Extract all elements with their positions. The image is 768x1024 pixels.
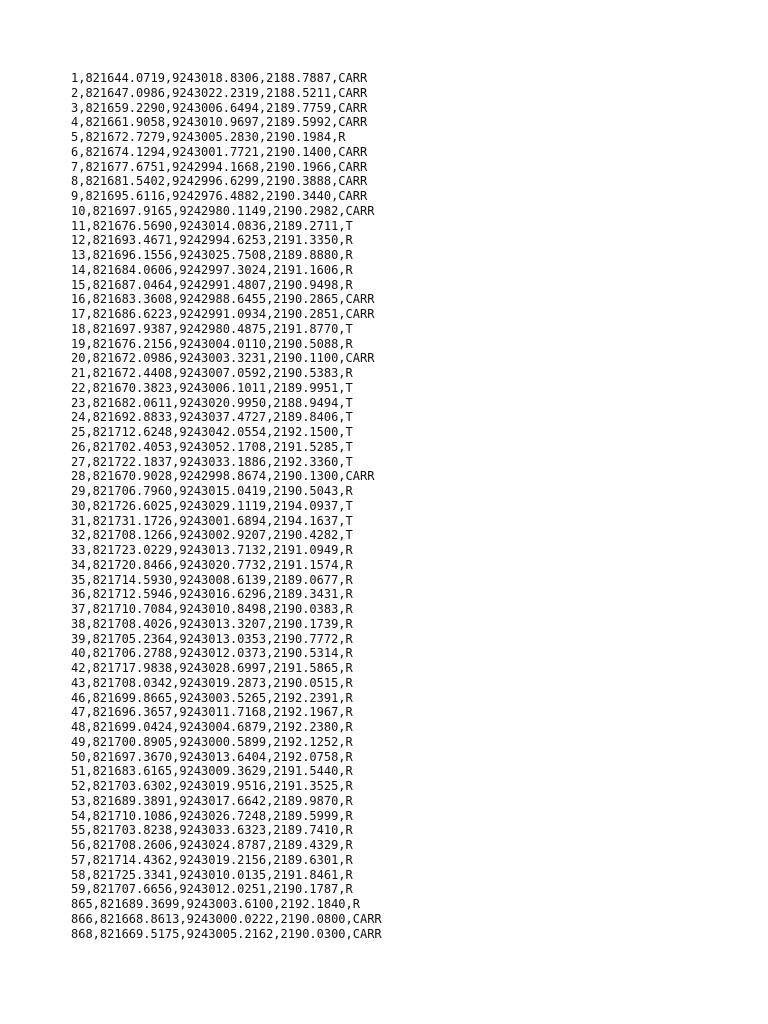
data-line: 54,821710.1086,9243026.7248,2189.5999,R: [71, 808, 353, 823]
data-line: 27,821722.1837,9243033.1886,2192.3360,T: [71, 454, 353, 469]
data-line: 38,821708.4026,9243013.3207,2190.1739,R: [71, 616, 353, 631]
data-line: 6,821674.1294,9243001.7721,2190.1400,CARR: [71, 144, 368, 159]
data-line: 42,821717.9838,9243028.6997,2191.5865,R: [71, 661, 353, 675]
data-line: 49,821700.8905,9243000.5899,2192.1252,R: [71, 734, 353, 749]
data-line: 47,821696.3657,9243011.7168,2192.1967,R: [71, 705, 353, 720]
data-line: 51,821683.6165,9243009.3629,2191.5440,R: [71, 764, 353, 779]
data-line: 29,821706.7960,9243015.0419,2190.5043,R: [71, 484, 353, 498]
data-line: 48,821699.0424,9243004.6879,2192.2380,R: [71, 720, 353, 734]
data-line: 52,821703.6302,9243019.9516,2191.3525,R: [71, 779, 353, 793]
data-line: 24,821692.8833,9243037.4727,2189.8406,T: [71, 410, 353, 425]
data-line: 865,821689.3699,9243003.6100,2192.1840,R: [71, 897, 360, 911]
data-line: 8,821681.5402,9242996.6299,2190.3888,CARR: [71, 174, 368, 189]
data-line: 57,821714.4362,9243019.2156,2189.6301,R: [71, 852, 353, 867]
data-line: 56,821708.2606,9243024.8787,2189.4329,R: [71, 838, 353, 852]
data-line: 2,821647.0986,9243022.2319,2188.5211,CARR: [71, 85, 368, 100]
data-line: 33,821723.0229,9243013.7132,2191.0949,R: [71, 543, 353, 557]
data-line: 866,821668.8613,9243000.0222,2190.0800,CARR: [71, 911, 382, 926]
data-line: 11,821676.5690,9243014.0836,2189.2711,T: [71, 218, 353, 233]
data-line: 7,821677.6751,9242994.1668,2190.1966,CARR: [71, 159, 368, 174]
data-line: 32,821708.1266,9243002.9207,2190.4282,T: [71, 528, 353, 543]
data-line: 59,821707.6656,9243012.0251,2190.1787,R: [71, 882, 353, 897]
data-line: 16,821683.3608,9242988.6455,2190.2865,CARR: [71, 292, 375, 307]
data-line: 28,821670.9028,9242998.8674,2190.1300,CARR: [71, 469, 375, 484]
data-line: 17,821686.6223,9242991.0934,2190.2851,CARR: [71, 307, 375, 321]
coordinate-listing: [71, 71, 382, 941]
data-line: 20,821672.0986,9243003.3231,2190.1100,CARR: [71, 351, 375, 366]
data-line: 868,821669.5175,9243005.2162,2190.0300,CARR: [71, 926, 382, 941]
data-line: 31,821731.1726,9243001.6894,2194.1637,T: [71, 513, 353, 528]
data-line: 55,821703.8238,9243033.6323,2189.7410,R: [71, 823, 353, 838]
data-line: 1,821644.0719,9243018.8306,2188.7887,CARR: [71, 71, 368, 85]
data-line: 23,821682.0611,9243020.9950,2188.9494,T: [71, 395, 353, 410]
data-line: 39,821705.2364,9243013.0353,2190.7772,R: [71, 631, 353, 646]
data-line: 46,821699.8665,9243003.5265,2192.2391,R: [71, 690, 353, 705]
data-line: 36,821712.5946,9243016.6296,2189.3431,R: [71, 587, 353, 602]
data-line: 15,821687.0464,9242991.4807,2190.9498,R: [71, 277, 353, 292]
data-line: 58,821725.3341,9243010.0135,2191.8461,R: [71, 867, 353, 882]
data-line: 5,821672.7279,9243005.2830,2190.1984,R: [71, 130, 346, 144]
data-line: 50,821697.3670,9243013.6404,2192.0758,R: [71, 749, 353, 764]
data-line: 22,821670.3823,9243006.1011,2189.9951,T: [71, 380, 353, 395]
data-line: 53,821689.3891,9243017.6642,2189.9870,R: [71, 793, 353, 808]
data-line: 3,821659.2290,9243006.6494,2189.7759,CARR: [71, 100, 368, 115]
data-line: 26,821702.4053,9243052.1708,2191.5285,T: [71, 439, 353, 454]
data-line: 40,821706.2788,9243012.0373,2190.5314,R: [71, 646, 353, 661]
data-line: 4,821661.9058,9243010.9697,2189.5992,CARR: [71, 115, 368, 130]
data-line: 35,821714.5930,9243008.6139,2189.0677,R: [71, 572, 353, 587]
data-line: 13,821696.1556,9243025.7508,2189.8880,R: [71, 248, 353, 262]
data-line: 18,821697.9387,9242980.4875,2191.8770,T: [71, 321, 353, 336]
data-line: 9,821695.6116,9242976.4882,2190.3440,CARR: [71, 189, 368, 203]
data-line: 43,821708.0342,9243019.2873,2190.0515,R: [71, 675, 353, 690]
data-line: 30,821726.6025,9243029.1119,2194.0937,T: [71, 498, 353, 513]
data-line: 19,821676.2156,9243004.0110,2190.5088,R: [71, 336, 353, 351]
data-line: 12,821693.4671,9242994.6253,2191.3350,R: [71, 233, 353, 248]
data-line: 34,821720.8466,9243020.7732,2191.1574,R: [71, 557, 353, 572]
data-line: 21,821672.4408,9243007.0592,2190.5383,R: [71, 366, 353, 380]
data-line: 14,821684.0606,9242997.3024,2191.1606,R: [71, 262, 353, 277]
data-line: 25,821712.6248,9243042.0554,2192.1500,T: [71, 425, 353, 439]
data-line: 37,821710.7084,9243010.8498,2190.0383,R: [71, 602, 353, 616]
data-line: 10,821697.9165,9242980.1149,2190.2982,CARR: [71, 203, 375, 218]
